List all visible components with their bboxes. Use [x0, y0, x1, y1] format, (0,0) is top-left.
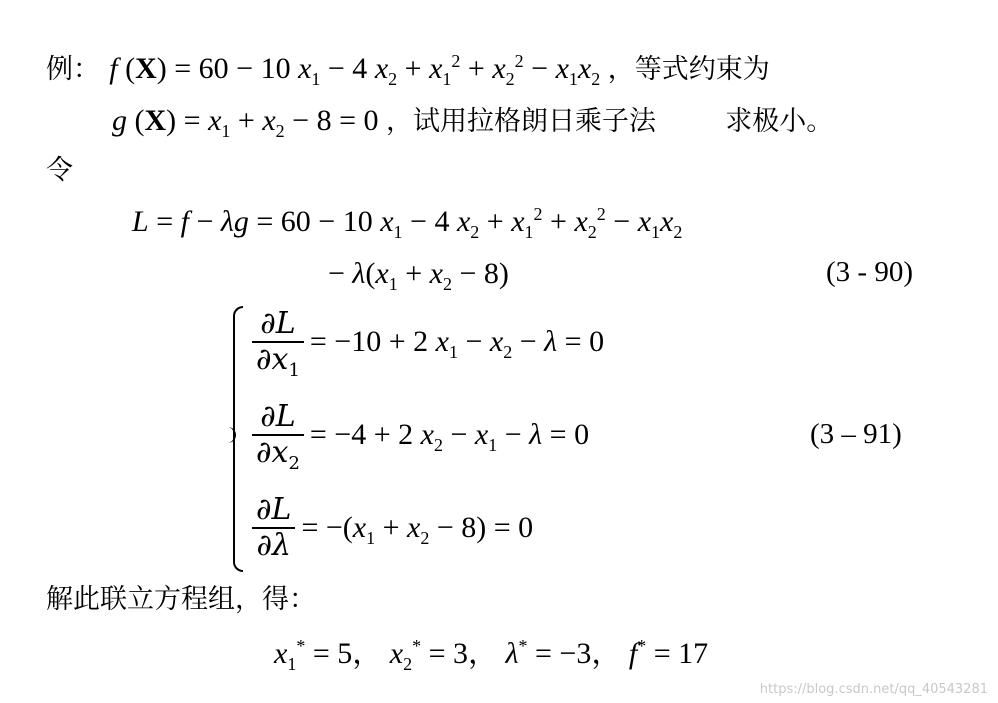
solution-values: $x_1^* = 5$， $x_2^* = 3$， λ* = −3， f* = 17: [274, 636, 709, 674]
x1-star-value: 5: [337, 637, 353, 670]
objective-formula: f (X) = 60 − 10 $x_1 - 4$ $x_2 + x_1^2 + x_2^2 - x_1x_2$: [109, 51, 601, 89]
x2-star-value: 3: [453, 637, 468, 670]
goal-text: 求极小。: [725, 106, 834, 137]
lagrangian-line-1: L = f − λg = 60 − 10 $x_1 - 4$ $x_2 + x_1^2 + x_2^2 - x_1x_2$: [132, 204, 683, 242]
partial-eq-x2: $\frac{\partial L}{\partial x_2}$ = −4 + 2 $x_2 - x_1 - \lambda = 0$: [252, 400, 589, 470]
constraint-intro: ，等式约束为: [607, 54, 770, 85]
partial-eq-lambda: $\frac{\partial L}{\partial\lambda}$ = $-(x_1 + x_2 - 8) = 0$: [252, 493, 533, 563]
method-text: ，试用拉格朗日乘子法: [386, 106, 657, 137]
f-star-value: 17: [678, 637, 709, 670]
lagrangian-line-2: − $\lambda(x_1 + x_2 - 8)$: [328, 257, 509, 294]
watermark: https://blog.csdn.net/qq_40543281: [759, 682, 988, 697]
equation-number-3-91: (3 – 91): [810, 418, 902, 450]
partial-eq-x1: $\frac{\partial L}{\partial x_1}$ = −10 + 2 $x_1 - x_2 - \lambda = 0$: [252, 307, 604, 377]
constraint-line: [112, 102, 833, 140]
let-word: 令: [46, 155, 73, 186]
objective-line: [46, 50, 770, 88]
constraint-formula: g $(X) = x_1 + x_2 - 8 = 0$: [112, 104, 387, 141]
equation-number-3-90: (3 - 90): [826, 256, 913, 288]
example-label: 例：: [46, 54, 100, 85]
solution-text: 解此联立方程组，得：: [46, 584, 316, 615]
lambda-star-value: −3: [559, 637, 592, 670]
